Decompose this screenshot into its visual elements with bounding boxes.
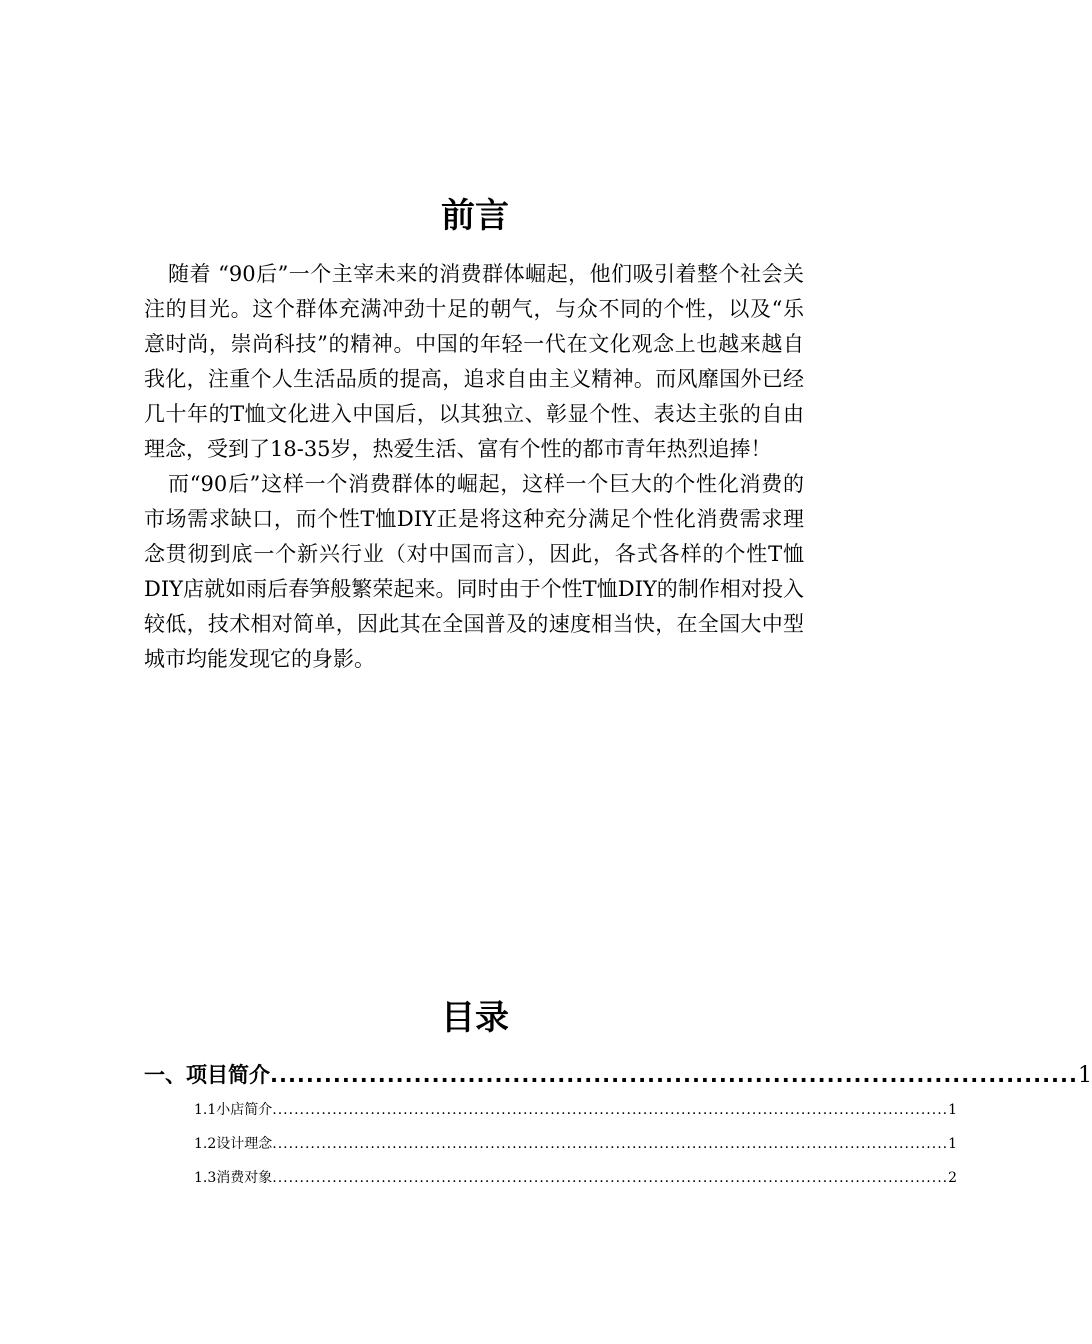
toc-entry-1-1[interactable] bbox=[194, 1100, 958, 1120]
preface-paragraph-1: 随着 “90后”一个主宰未来的消费群体崛起，他们吸引着整个社会关注的目光。这个群体充满冲劲十足的朝气，与众不同的个性，以及“乐意时尚，崇尚科技”的精神。中国的年轻一代在文化观念上也越来越自我化，注重个人生活品质的提高，追求自由主义精神。而风靡国外已经几十年的T恤文化进入中国后，以其独立、彰显个性、表达主张的自由理念，受到了18-35岁，热爱生活、富有个性的都市青年热烈追捧！ bbox=[144, 262, 804, 461]
toc-entry-page: 2 bbox=[948, 1170, 958, 1186]
toc-entry-1-2[interactable] bbox=[194, 1134, 958, 1154]
toc-entry-page: 1 bbox=[948, 1102, 958, 1118]
toc-entry-1-3[interactable] bbox=[194, 1168, 958, 1188]
preface-title: 前言 bbox=[441, 196, 509, 236]
toc-title: 目录 bbox=[441, 998, 509, 1038]
toc-entry-label: 一、项目简介 bbox=[144, 1063, 270, 1087]
toc-leader-dots: ............................................................................................................................ bbox=[272, 1136, 949, 1152]
toc-entry-label: 1.1小店简介 bbox=[194, 1102, 273, 1118]
toc-leader-dots: .......................................................................................... bbox=[270, 1063, 1078, 1087]
toc-leader-dots: ............................................................................................................................ bbox=[272, 1170, 949, 1186]
toc-entry-page: 1 bbox=[1077, 1063, 1092, 1088]
toc-entry-page: 1 bbox=[948, 1136, 958, 1152]
preface-body bbox=[144, 257, 804, 677]
toc-entry-1[interactable] bbox=[144, 1060, 1092, 1091]
toc-entry-label: 1.3消费对象 bbox=[194, 1170, 273, 1186]
toc-entry-label: 1.2设计理念 bbox=[194, 1136, 273, 1152]
toc-leader-dots: ............................................................................................................................ bbox=[272, 1102, 949, 1118]
preface-paragraph-2: 而“90后”这样一个消费群体的崛起，这样一个巨大的个性化消费的市场需求缺口，而个性T恤DIY正是将这种充分满足个性化消费需求理念贯彻到底一个新兴行业（对中国而言），因此，各式各样的个性T恤DIY店就如雨后春笋般繁荣起来。同时由于个性T恤DIY的制作相对投入较低，技术相对简单，因此其在全国普及的速度相当快，在全国大中型城市均能发现它的身影。 bbox=[144, 472, 804, 671]
